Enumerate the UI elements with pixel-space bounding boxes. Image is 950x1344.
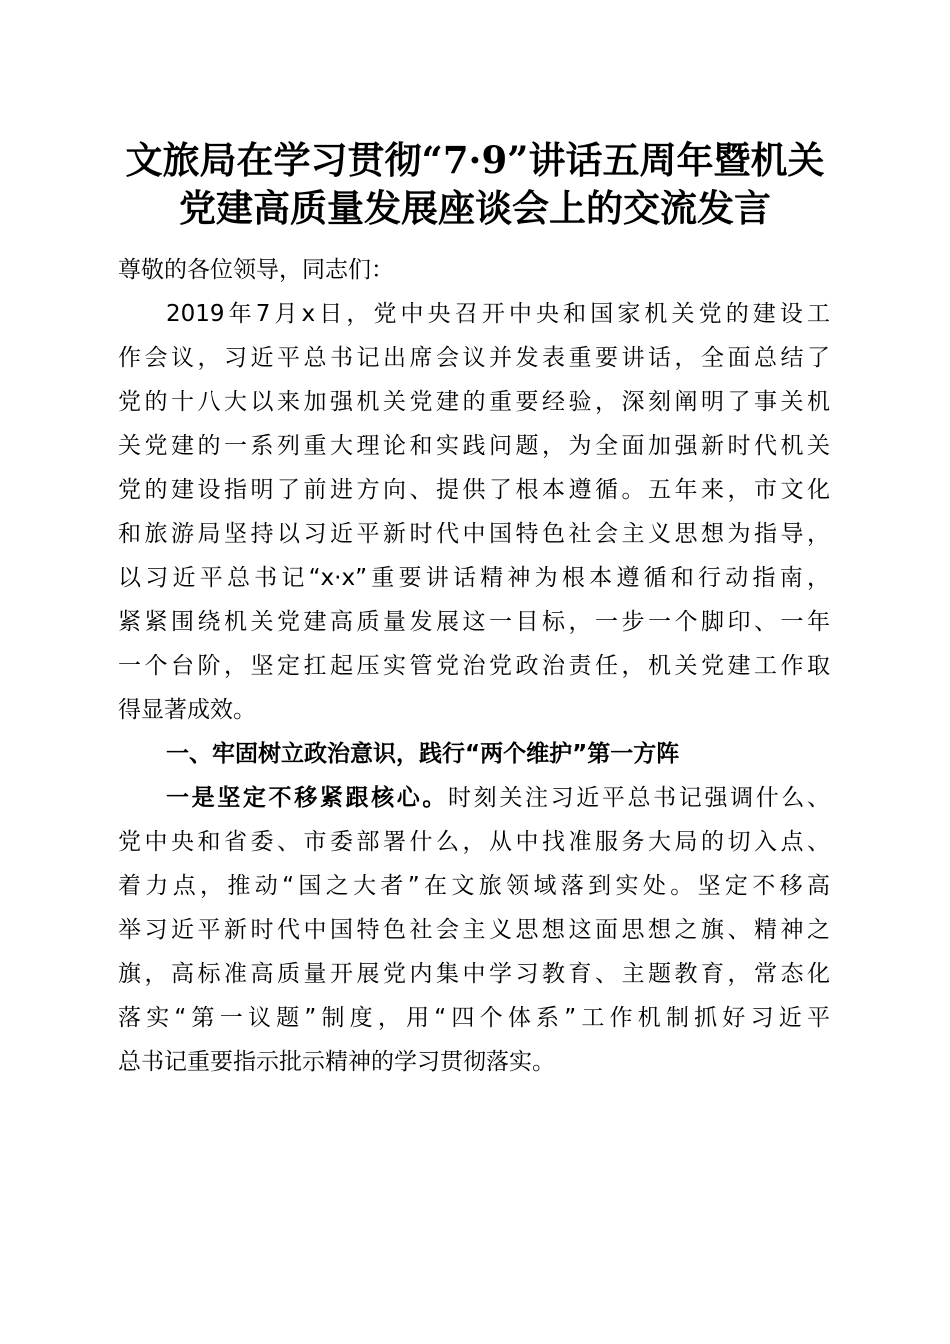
paragraph-2-first-line — [118, 776, 830, 820]
paragraph-2-line: 旗，高标准高质量开展党内集中学习教育、主题教育，常态化 — [118, 961, 830, 987]
paragraph-2-line: 党中央和省委、市委部署什么，从中找准服务大局的切入点、 — [118, 829, 830, 855]
paragraph-1-line: 一个台阶，坚定扛起压实管党治党政治责任，机关党建工作取 — [118, 653, 830, 679]
paragraph-2-line: 总书记重要指示批示精神的学习贯彻落实。 — [118, 1049, 555, 1075]
paragraph-2-line: 落实“第一议题”制度，用“四个体系”工作机制抓好习近平 — [118, 1005, 830, 1031]
paragraph-1-line: 2019年7月x日，党中央召开中央和国家机关党的建设工 — [166, 301, 830, 327]
paragraph-2-lead: 一是坚定不移紧跟核心。 — [166, 785, 449, 811]
paragraph-2-line: 着力点，推动“国之大者”在文旅领域落到实处。坚定不移高 — [118, 873, 830, 899]
section-1-heading: 一、牢固树立政治意识，践行“两个维护”第一方阵 — [166, 741, 680, 767]
paragraph-1-line: 党的建设指明了前进方向、提供了根本遵循。五年来，市文化 — [118, 477, 830, 503]
paragraph-1-line: 和旅游局坚持以习近平新时代中国特色社会主义思想为指导， — [118, 521, 830, 547]
paragraph-1-line: 党的十八大以来加强机关党建的重要经验，深刻阐明了事关机 — [118, 389, 830, 415]
document-title — [100, 136, 850, 232]
title-line-2: 党建高质量发展座谈会上的交流发言 — [179, 186, 771, 230]
paragraph-1-line: 得显著成效。 — [118, 697, 256, 723]
salutation: 尊敬的各位领导，同志们： — [118, 257, 394, 283]
paragraph-2-line: 举习近平新时代中国特色社会主义思想这面思想之旗、精神之 — [118, 917, 830, 943]
document-body — [118, 248, 830, 1084]
paragraph-1-line: 作会议，习近平总书记出席会议并发表重要讲话，全面总结了 — [118, 345, 830, 371]
paragraph-1-line: 关党建的一系列重大理论和实践问题，为全面加强新时代机关 — [118, 433, 830, 459]
paragraph-1-line: 紧紧围绕机关党建高质量发展这一目标，一步一个脚印、一年 — [118, 609, 830, 635]
paragraph-2-first-rest: 时刻关注习近平总书记强调什么、 — [448, 785, 831, 811]
title-line-1: 文旅局在学习贯彻“7·9”讲话五周年暨机关 — [125, 138, 825, 182]
paragraph-1-line: 以习近平总书记“x·x”重要讲话精神为根本遵循和行动指南， — [118, 565, 830, 591]
